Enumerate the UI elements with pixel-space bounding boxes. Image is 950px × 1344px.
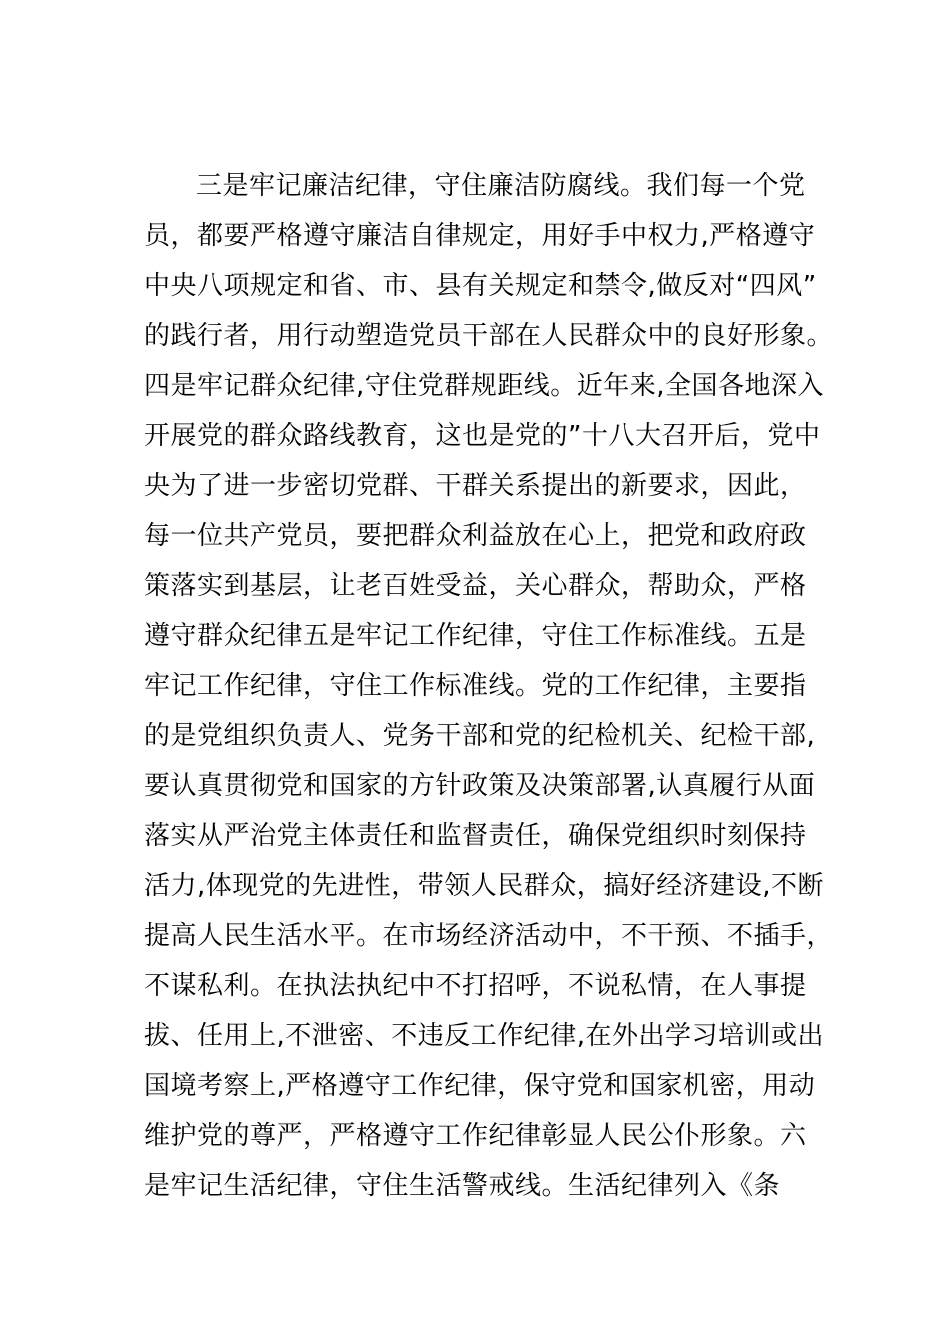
text-line: 三是牢记廉洁纪律，守住廉洁防腐线。我们每一个党 bbox=[196, 171, 806, 201]
text-line: 不谋私利。在执法执纪中不打招呼，不说私情，在人事提 bbox=[144, 971, 807, 1001]
text-line: 牢记工作纪律，守住工作标准线。党的工作纪律，主要指 bbox=[144, 671, 807, 701]
text-line: 央为了进一步密切党群、干群关系提出的新要求，因此， bbox=[144, 471, 807, 501]
text-line: 策落实到基层，让老百姓受益，关心群众，帮助众，严格 bbox=[144, 571, 807, 601]
text-line: 拔、任用上,不泄密、不违反工作纪律,在外出学习培训或出 bbox=[144, 1021, 825, 1051]
text-line: 中央八项规定和省、市、县有关规定和禁令,做反对“四风” bbox=[144, 271, 817, 301]
text-line: 四是牢记群众纪律,守住党群规距线。近年来,全国各地深入 bbox=[144, 371, 825, 401]
text-line: 是牢记生活纪律，守住生活警戒线。生活纪律列入《条 bbox=[144, 1171, 781, 1201]
text-line: 要认真贯彻党和国家的方针政策及决策部署,认真履行从面 bbox=[144, 771, 816, 801]
text-line: 国境考察上,严格遵守工作纪律，保守党和国家机密，用动 bbox=[144, 1071, 816, 1101]
text-line: 员，都要严格遵守廉洁自律规定，用好手中权力,严格遵守 bbox=[144, 221, 816, 251]
text-line: 提高人民生活水平。在市场经济活动中，不干预、不插手， bbox=[144, 921, 834, 951]
text-line: 维护党的尊严，严格遵守工作纪律彰显人民公仆形象。六 bbox=[144, 1121, 807, 1151]
text-line: 落实从严治党主体责任和监督责任，确保党组织时刻保持 bbox=[144, 821, 807, 851]
text-line: 活力,体现党的先进性，带领人民群众，搞好经济建设,不断 bbox=[144, 871, 825, 901]
text-line: 开展党的群众路线教育，这也是党的”十八大召开后，党中 bbox=[144, 421, 821, 451]
text-line: 每一位共产党员，要把群众利益放在心上，把党和政府政 bbox=[144, 521, 807, 551]
text-line: 遵守群众纪律五是牢记工作纪律，守住工作标准线。五是 bbox=[144, 621, 807, 651]
text-line: 的是党组织负责人、党务干部和党的纪检机关、纪检干部, bbox=[144, 721, 816, 751]
text-line: 的践行者，用行动塑造党员干部在人民群众中的良好形象。 bbox=[144, 321, 834, 351]
